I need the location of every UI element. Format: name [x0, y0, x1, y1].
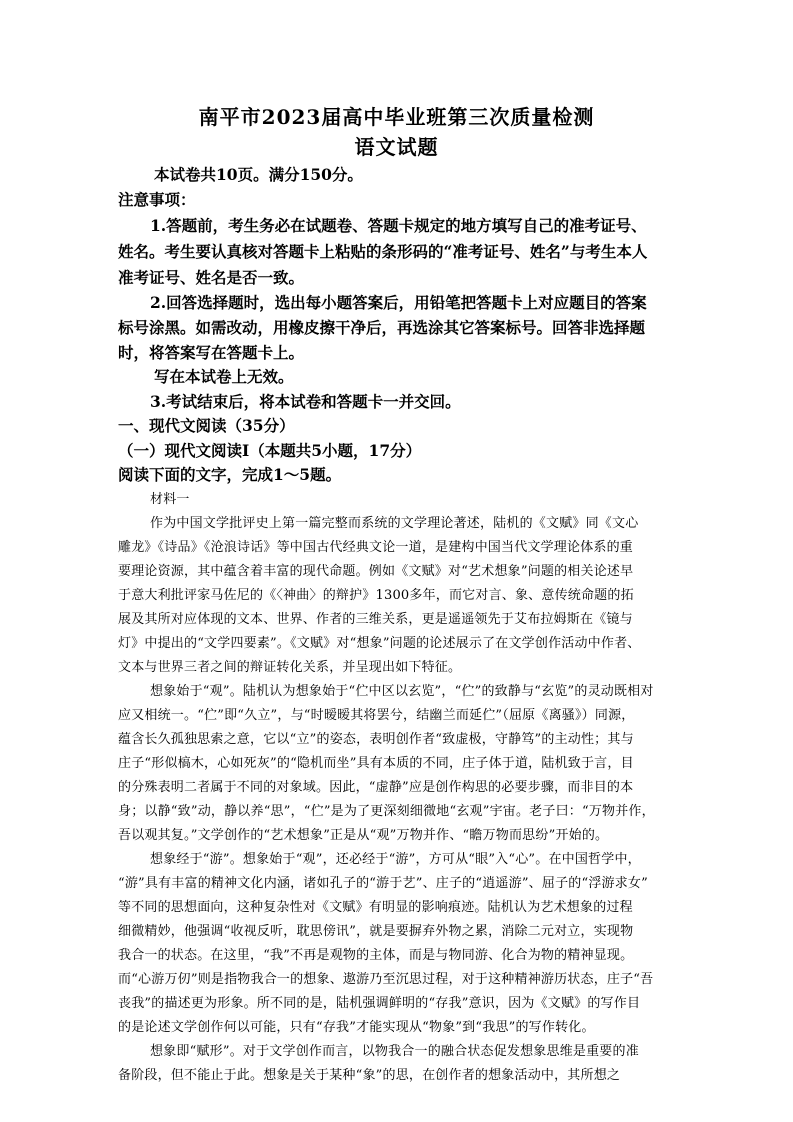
- notice-line: 1.答题前，考生务必在试题卷、答题卡规定的地方填写自己的准考证号、: [150, 216, 647, 235]
- passage-line: 展及其所对应体现的文本、世界、作者的三维关系，更是遥遥领先于艾布拉姆斯在《镜与: [118, 612, 633, 627]
- notice-line: 2.回答选择题时，选出每小题答案后，用铅笔把答题卡上对应题目的答案: [150, 293, 647, 312]
- passage-line: 丧我”的描述更为形象。所不同的是，陆机强调鲜明的“存我”意识，因为《文赋》的写作目: [118, 996, 641, 1011]
- notice-line: 准考证号、姓名是否一致。: [118, 268, 305, 287]
- notice-line: 本试卷共10页。满分150分。: [154, 165, 363, 184]
- passage-line: 庄子“形似槁木，心如死灰”的“隐机而坐”具有本质的不同，庄子体于道，陆机致于言，目: [118, 756, 634, 771]
- passage-line: 而“心游万仞”则是指物我合一的想象、遨游乃至沉思过程，对于这种精神游历状态，庄子“吾: [118, 972, 654, 987]
- passage-line: 想象始于“观”。陆机认为想象始于“伫中区以玄览”，“伫”的致静与“玄览”的灵动既相对: [150, 684, 654, 699]
- notice-heading: 注意事项：: [118, 190, 196, 209]
- exam-title: 南平市2023届高中毕业班第三次质量检测: [198, 105, 595, 129]
- passage-line: 要理论资源，其中蕴含着丰富的现代命题。例如《文赋》对“艺术想象”问题的相关论述早: [118, 564, 634, 579]
- passage-line: 蕴含长久孤独思索之意，它以“立”的姿态，表明创作者“致虚极，守静笃”的主动性；其与: [118, 732, 634, 747]
- notice-line: 标号涂黑。如需改动，用橡皮擦干净后，再选涂其它答案标号。回答非选择题: [118, 318, 646, 337]
- passage-line: 于意大利批评家马佐尼的《〈神曲〉的辩护》1300多年，而它对言、象、意传统命题的拓: [118, 588, 634, 603]
- passage-line: 作为中国文学批评史上第一篇完整而系统的文学理论著述，陆机的《文赋》同《文心: [150, 516, 639, 531]
- passage-line: 身；以静“致”动，静以养“思”，“伫”是为了更深刻细微地“玄观”宇宙。老子曰：“万物并作，: [118, 804, 655, 819]
- passage-line: 文本与世界三者之间的辩证转化关系，并呈现出如下特征。: [118, 660, 462, 675]
- passage-line: 想象即“赋形”。对于文学创作而言，以物我合一的融合状态促发想象思维是重要的准: [150, 1044, 639, 1059]
- passage-line: 我合一的状态。在这里，“我”不再是观物的主体，而是与物同游、化合为物的精神显现。: [118, 948, 634, 963]
- passage-line: 细微精妙，他强调“收视反听，耽思傍讯”，就是要摒弃外物之累，消除二元对立，实现物: [118, 924, 634, 939]
- section-subheading: （一）现代文阅读Ⅰ（本题共5小题，17分）: [118, 441, 422, 460]
- passage-line: 应又相统一。“伫”即“久立”，与“时暧暧其将罢兮，结幽兰而延伫”（屈原《离骚》）同源，: [118, 708, 635, 723]
- section-instruction: 阅读下面的文字，完成1～5题。: [118, 465, 342, 484]
- passage-line: 吾以观其复。”文学创作的“艺术想象”正是从“观”万物并作、“瞻万物而思纷”开始的。: [118, 828, 609, 843]
- passage-line: 的分殊表明二者属于不同的对象域。因此，“虚静”应是创作构思的必要步骤，而非目的本: [118, 780, 634, 795]
- passage-line: 雕龙》《诗品》《沧浪诗话》等中国古代经典文论一道，是建构中国当代文学理论体系的重: [118, 540, 634, 555]
- passage-line: 的是论述文学创作何以可能，只有“存我”才能实现从“物象”到“我思”的写作转化。: [118, 1020, 595, 1035]
- passage-line: 等不同的思想面向，这种复杂性对《文赋》有明显的影响痕迹。陆机认为艺术想象的过程: [118, 900, 633, 915]
- notice-line: 写在本试卷上无效。: [154, 367, 294, 386]
- exam-subtitle: 语文试题: [354, 135, 439, 159]
- passage-line: 灯》中提出的“文学四要素”。《文赋》对“想象”问题的论述展示了在文学创作活动中作者、: [118, 636, 641, 651]
- passage-line: 想象经于“游”。想象始于“观”，还必经于“游”，方可从“眼”入“心”。在中国哲学中，: [150, 852, 641, 867]
- passage-line: 备阶段，但不能止于此。想象是关于某种“象”的思，在创作者的想象活动中，其所想之: [118, 1068, 621, 1083]
- section-heading: 一、现代文阅读（35分）: [118, 416, 295, 435]
- notice-line: 3.考试结束后，将本试卷和答题卡一并交回。: [150, 392, 461, 411]
- material-label: 材料一: [150, 492, 190, 507]
- passage-line: “游”具有丰富的精神文化内涵，诸如孔子的“游于艺”、庄子的“逍遥游”、屈子的“浮游求女”: [118, 876, 648, 891]
- notice-line: 时，将答案写在答题卡上。: [118, 343, 305, 362]
- notice-line: 姓名。考生要认真核对答题卡上粘贴的条形码的“准考证号、姓名”与考生本人: [118, 242, 648, 261]
